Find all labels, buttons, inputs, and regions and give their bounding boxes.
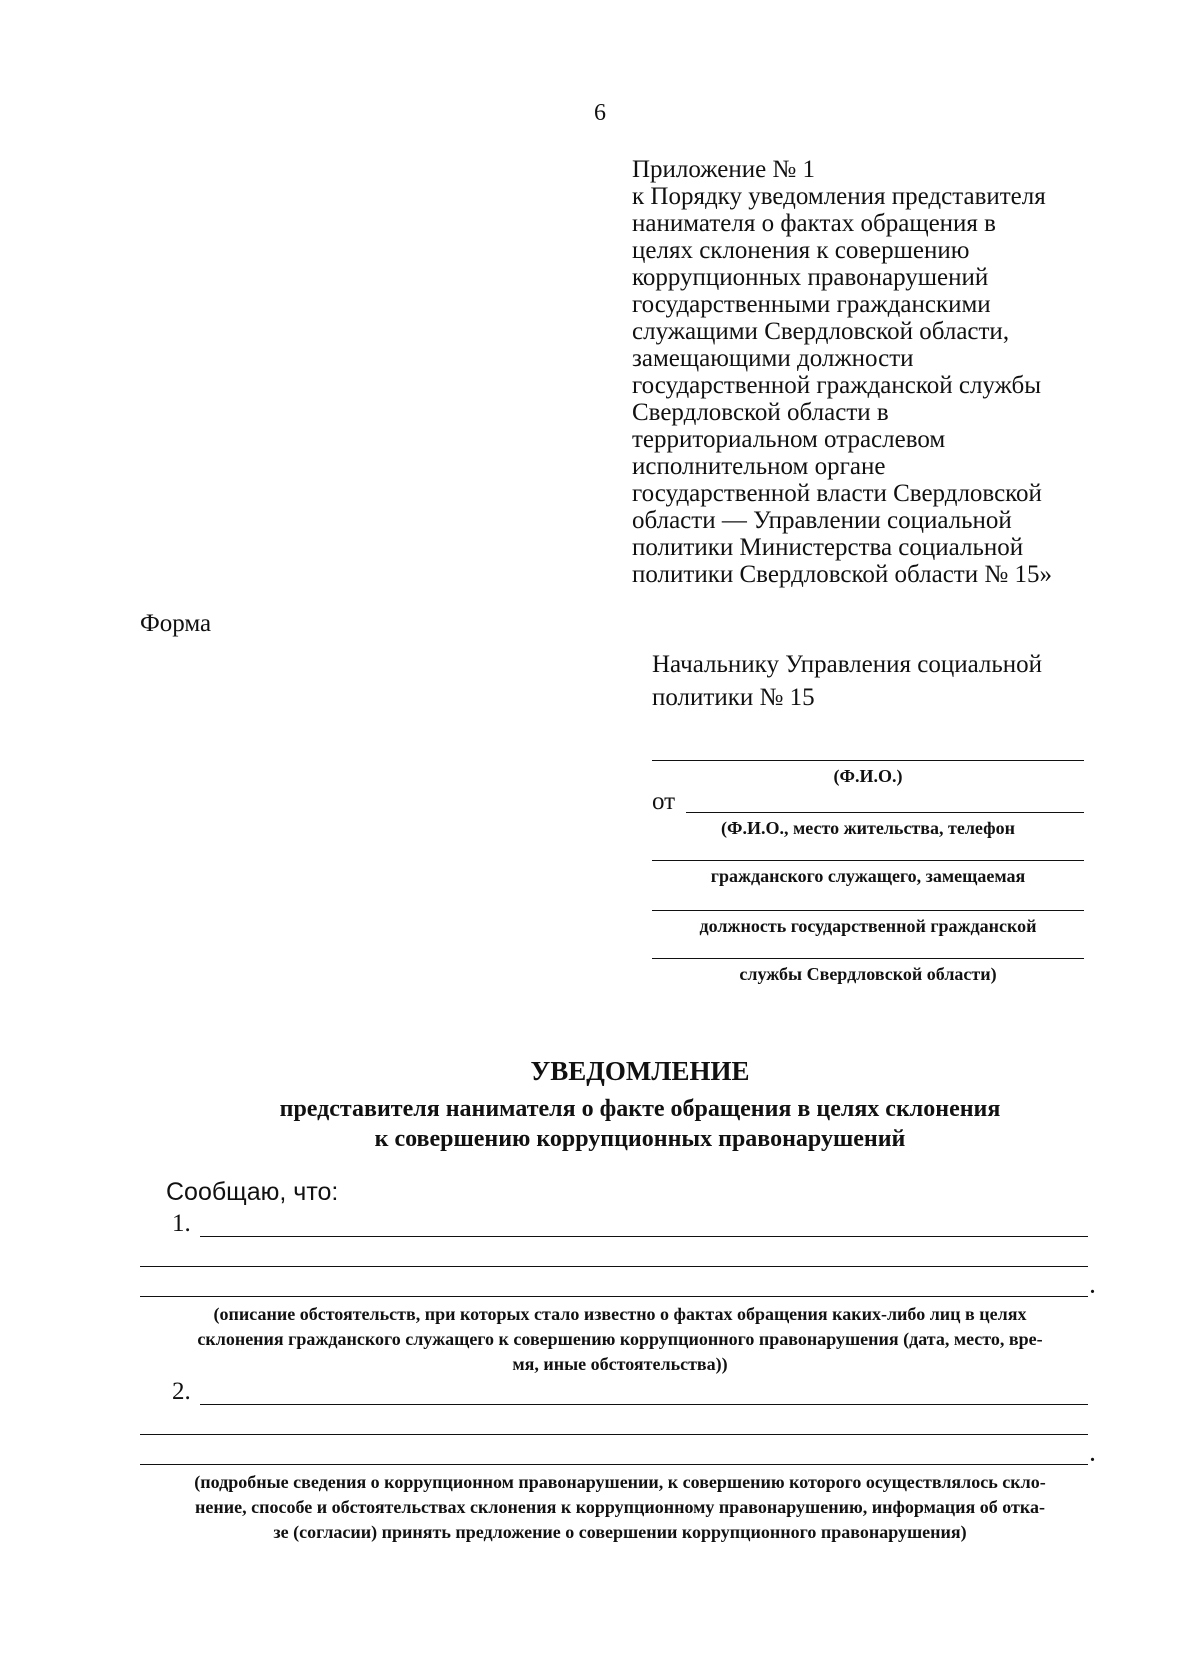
appendix-line: к Порядку уведомления представителя	[632, 183, 1046, 210]
item-blank-line[interactable]	[200, 1404, 1088, 1405]
appendix-line: области — Управлении социальной	[632, 507, 1012, 534]
appendix-line: Приложение № 1	[632, 156, 816, 183]
addressee-block	[652, 648, 1042, 714]
item-blank-line[interactable]	[200, 1236, 1088, 1237]
appendix-header	[632, 156, 1192, 588]
fio-caption: (Ф.И.О.)	[833, 766, 903, 786]
appendix-line: замещающими должности	[632, 345, 914, 372]
sender-caption: службы Свердловской области)	[739, 964, 997, 984]
appendix-line: государственными гражданскими	[632, 291, 991, 318]
item-blank-line[interactable]	[140, 1464, 1088, 1465]
item-description	[140, 1470, 1100, 1545]
description-line: (описание обстоятельств, при которых стало известно о фактах обращения каких-либо лиц в целях	[213, 1304, 1027, 1324]
sender-blank-line[interactable]	[652, 958, 1084, 959]
report-label: Сообщаю, что:	[166, 1178, 339, 1206]
item-end-mark: .	[1090, 1276, 1095, 1298]
sender-caption: (Ф.И.О., место жительства, телефон	[721, 818, 1015, 838]
appendix-line: служащими Свердловской области,	[632, 318, 1010, 345]
sender-blank-line[interactable]	[652, 910, 1084, 911]
description-line: нение, способе и обстоятельствах склонения к коррупционному правонарушению, информация об отка-	[195, 1497, 1045, 1517]
document-title: УВЕДОМЛЕНИЕ	[530, 1056, 750, 1086]
appendix-line: Свердловской области в	[632, 399, 889, 426]
appendix-line: политики Свердловской области № 15»	[632, 561, 1052, 588]
description-line: мя, иные обстоятельства))	[512, 1354, 728, 1374]
appendix-line: политики Министерства социальной	[632, 534, 1024, 561]
item-blank-line[interactable]	[140, 1296, 1088, 1297]
appendix-line: исполнительном органе	[632, 453, 886, 480]
fio-blank-line[interactable]	[652, 760, 1084, 761]
item-number: 2.	[172, 1378, 191, 1405]
description-line: зе (согласии) принять предложение о совершении коррупционного правонарушения)	[273, 1522, 967, 1542]
document-subtitle	[0, 1094, 1200, 1154]
appendix-line: целях склонения к совершению	[632, 237, 970, 264]
addressee-line: Начальнику Управления социальной	[652, 651, 1043, 678]
subtitle-line: к совершению коррупционных правонарушений	[374, 1126, 906, 1152]
appendix-line: территориальном отраслевом	[632, 426, 946, 453]
appendix-line: коррупционных правонарушений	[632, 264, 989, 291]
subtitle-line: представителя нанимателя о факте обращения в целях склонения	[279, 1096, 1001, 1122]
item-description	[140, 1302, 1100, 1377]
appendix-line: государственной гражданской службы	[632, 372, 1042, 399]
description-line: склонения гражданского служащего к совершению коррупционного правонарушения (дата, место, вре-	[197, 1329, 1043, 1349]
sender-blank-line[interactable]	[652, 860, 1084, 861]
appendix-line: нанимателя о фактах обращения в	[632, 210, 996, 237]
item-blank-line[interactable]	[140, 1434, 1088, 1435]
sender-caption: должность государственной гражданской	[699, 916, 1037, 936]
item-end-mark: .	[1090, 1444, 1095, 1466]
form-label: Форма	[140, 610, 212, 637]
item-number: 1.	[172, 1210, 191, 1237]
page-number: 6	[594, 100, 606, 126]
sender-caption: гражданского служащего, замещаемая	[710, 866, 1026, 886]
addressee-line: политики № 15	[652, 684, 815, 711]
from-label: от	[652, 788, 676, 815]
item-blank-line[interactable]	[140, 1266, 1088, 1267]
appendix-line: государственной власти Свердловской	[632, 480, 1042, 507]
description-line: (подробные сведения о коррупционном правонарушении, к совершению которого осуществлялось скло-	[194, 1472, 1046, 1492]
from-blank-line[interactable]	[686, 812, 1084, 813]
